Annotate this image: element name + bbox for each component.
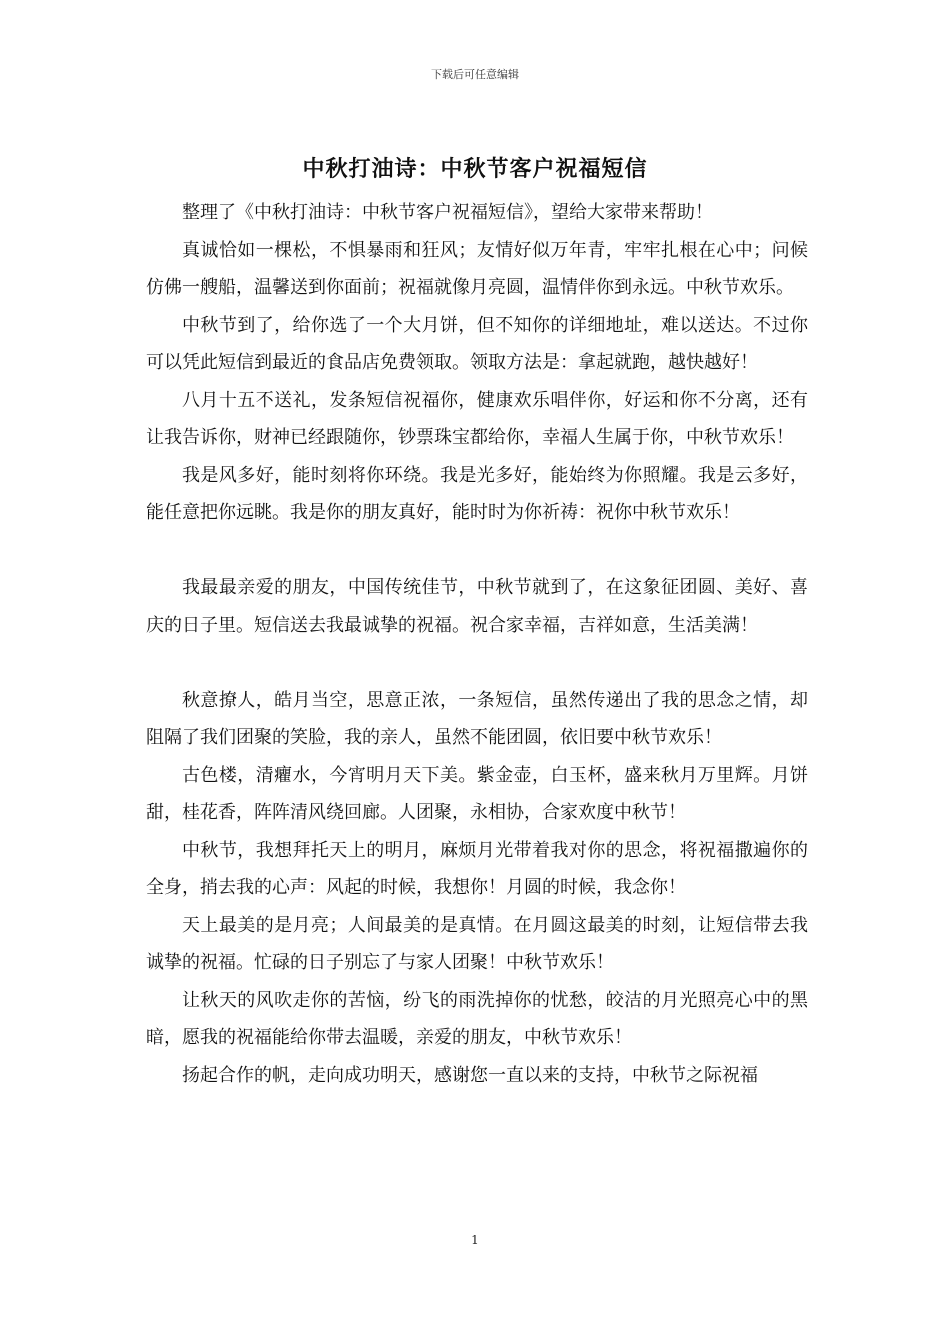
paragraph: 扬起合作的帆，走向成功明天，感谢您一直以来的支持，中秋节之际祝福	[182, 1064, 758, 1086]
header-note: 下载后可任意编辑	[431, 68, 519, 81]
blank-line	[146, 644, 808, 682]
paragraph: 真诚恰如一棵松，不惧暴雨和狂风；友情好似万年青，牢牢扎根在心中；问候仿佛一艘船，温馨送到你面前；祝福就像月亮圆，温情伴你到永远。中秋节欢乐。	[146, 239, 808, 298]
paragraph: 古色楼，清癯水，今宵明月天下美。紫金壶，白玉杯，盛来秋月万里辉。月饼甜，桂花香，阵阵清风绕回廊。人团聚，永相协，合家欢度中秋节！	[146, 764, 808, 823]
paragraph: 八月十五不送礼，发条短信祝福你，健康欢乐唱伴你，好运和你不分离，还有让我告诉你，财神已经跟随你，钞票珠宝都给你，幸福人生属于你，中秋节欢乐！	[146, 389, 808, 448]
page-number: 1	[471, 1233, 479, 1247]
document-body	[146, 194, 808, 1094]
document-title: 中秋打油诗：中秋节客户祝福短信	[302, 156, 648, 182]
paragraph: 中秋节，我想拜托天上的明月，麻烦月光带着我对你的思念，将祝福撒遍你的全身，捎去我的心声：风起的时候，我想你！月圆的时候，我念你！	[146, 839, 808, 898]
paragraph: 秋意撩人，皓月当空，思意正浓，一条短信，虽然传递出了我的思念之情，却阻隔了我们团聚的笑脸，我的亲人，虽然不能团圆，依旧要中秋节欢乐！	[146, 689, 808, 748]
paragraph: 我是风多好，能时刻将你环绕。我是光多好，能始终为你照耀。我是云多好，能任意把你远眺。我是你的朋友真好，能时时为你祈祷：祝你中秋节欢乐！	[146, 464, 808, 523]
paragraph-intro: 整理了《中秋打油诗：中秋节客户祝福短信》，望给大家带来帮助！	[182, 202, 713, 223]
paragraph: 中秋节到了，给你选了一个大月饼，但不知你的详细地址，难以送达。不过你可以凭此短信到最近的食品店免费领取。领取方法是：拿起就跑，越快越好！	[146, 314, 808, 373]
paragraph: 让秋天的风吹走你的苦恼，纷飞的雨洗掉你的忧愁，皎洁的月光照亮心中的黑暗，愿我的祝福能给你带去温暖，亲爱的朋友，中秋节欢乐！	[146, 989, 808, 1048]
blank-line	[146, 532, 808, 570]
paragraph: 我最最亲爱的朋友，中国传统佳节，中秋节就到了，在这象征团圆、美好、喜庆的日子里。短信送去我最诚挚的祝福。祝合家幸福，吉祥如意，生活美满！	[146, 577, 808, 636]
paragraph: 天上最美的是月亮；人间最美的是真情。在月圆这最美的时刻，让短信带去我诚挚的祝福。忙碌的日子别忘了与家人团聚！中秋节欢乐！	[146, 914, 808, 973]
